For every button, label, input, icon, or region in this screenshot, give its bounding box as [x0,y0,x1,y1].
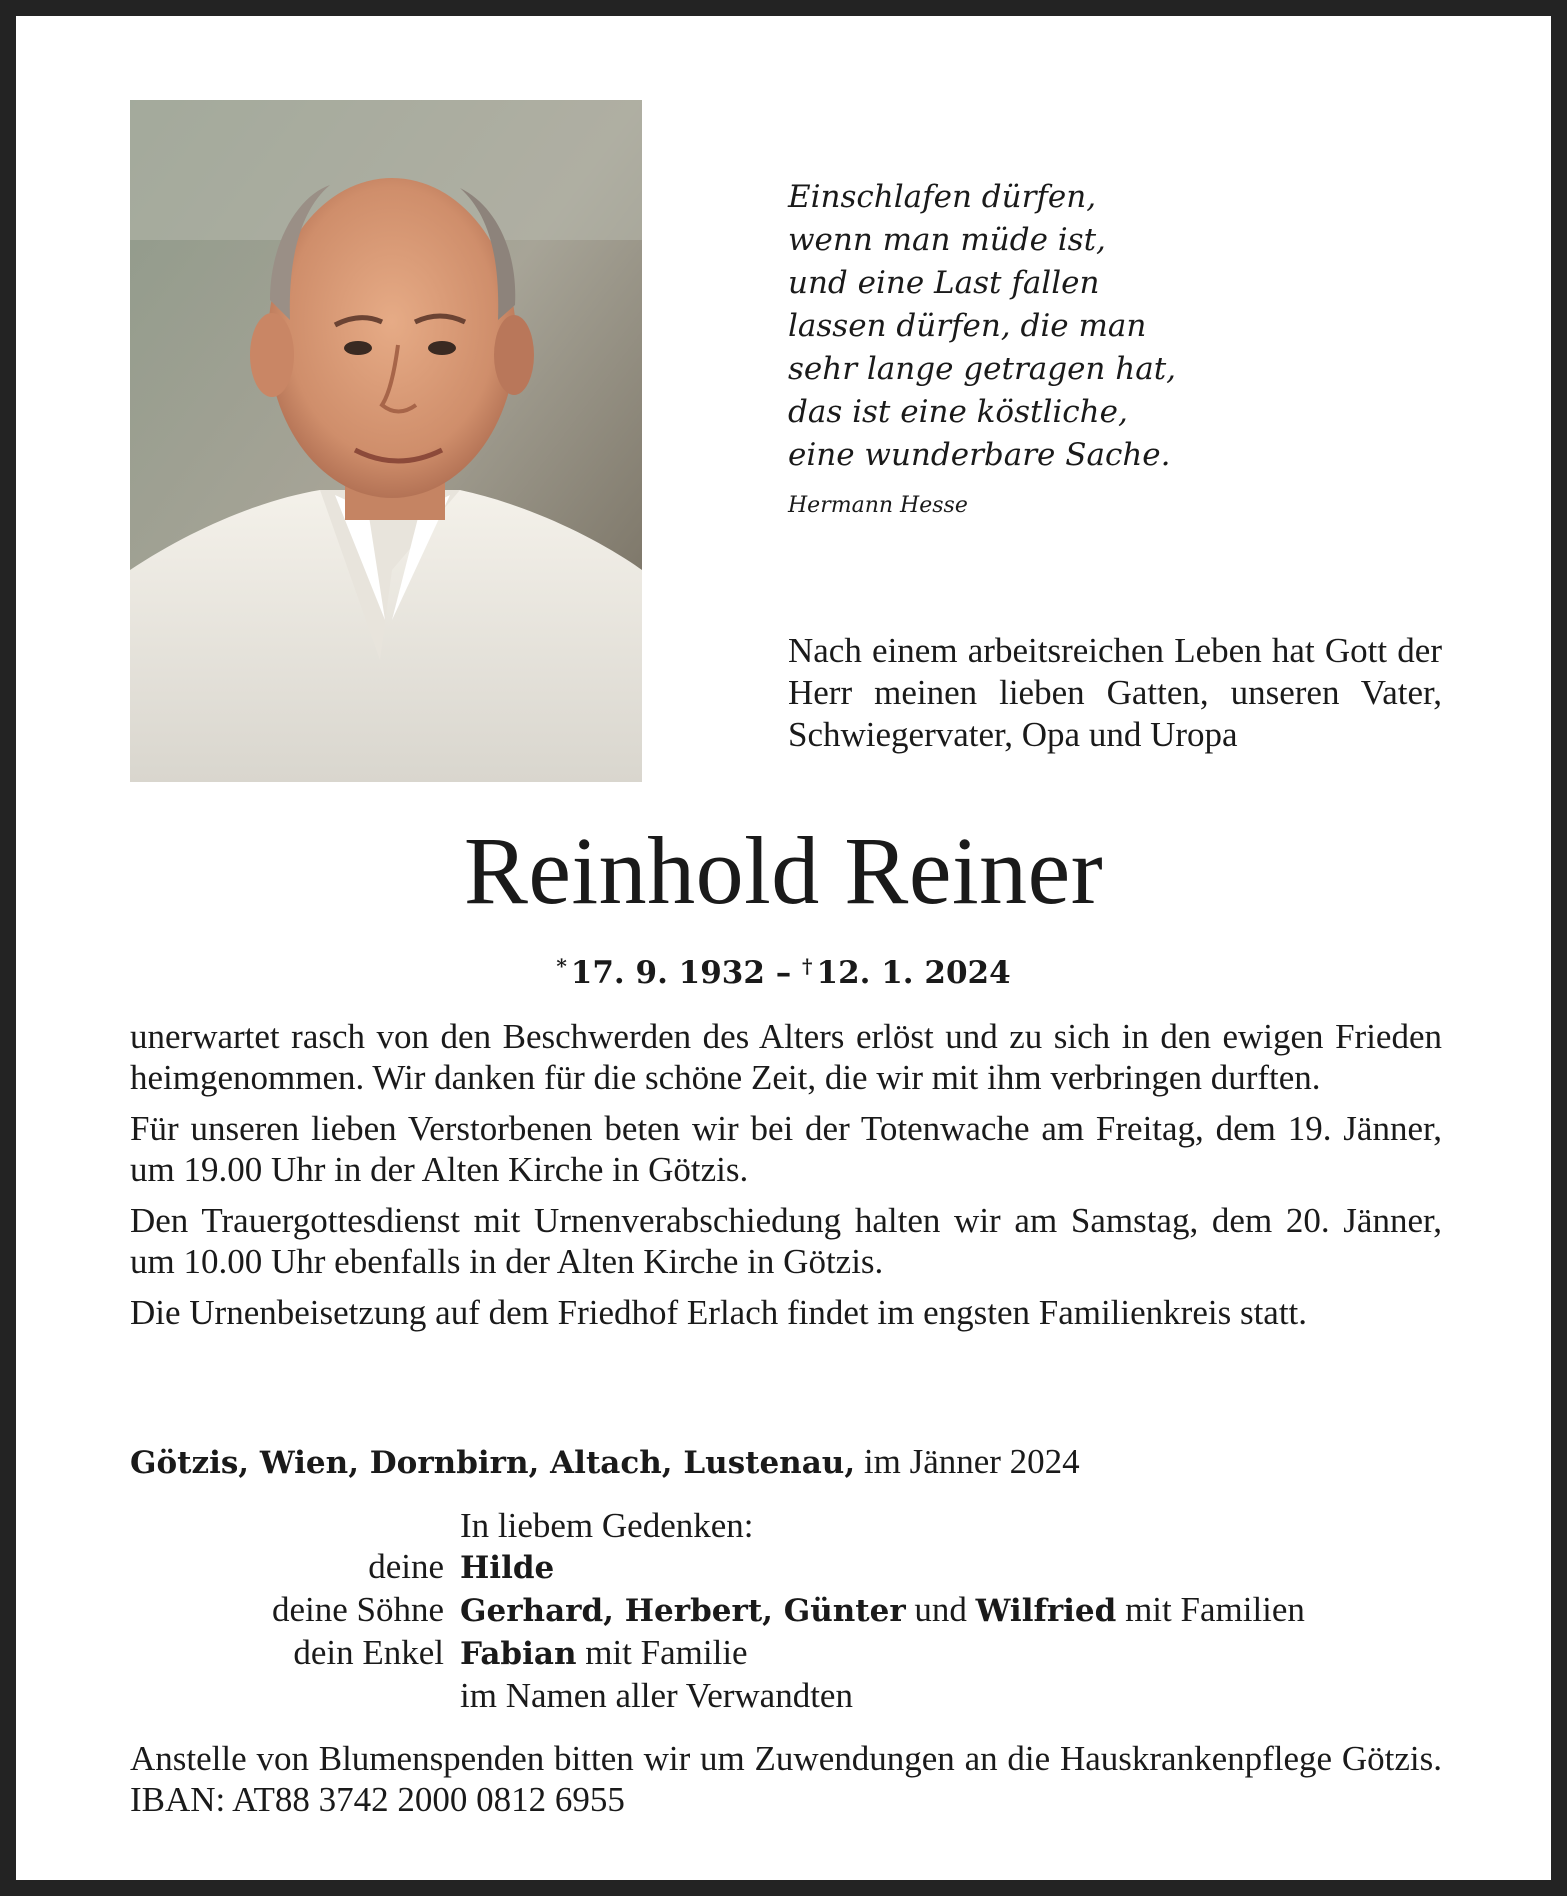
poem-line: Einschlafen dürfen, [788,179,1097,215]
poem-line: eine wunderbare Sache. [788,437,1171,473]
empty-label [130,1505,460,1546]
sons-label: deine Söhne [271,1590,444,1629]
relatives: im Namen aller Verwandten [460,1676,853,1715]
sons-last: Wilfried [975,1593,1117,1629]
paragraph: Die Urnenbeisetzung auf dem Friedhof Erlach findet im engsten Familienkreis statt. [130,1293,1308,1332]
family-heading-row [130,1505,1442,1546]
death-symbol: † [802,954,813,978]
wife-name: Hilde [460,1550,555,1586]
places-and-date [130,1441,1442,1484]
grandson-label: dein Enkel [293,1633,444,1672]
poem-line: das ist eine köstliche, [788,394,1128,430]
grandson-row [130,1632,1442,1675]
poem-author: Hermann Hesse [788,493,968,518]
towns: Götzis, Wien, Dornbirn, Altach, Lustenau, [130,1445,856,1481]
poem-line: wenn man müde ist, [788,222,1106,258]
relatives-row [130,1675,1442,1716]
date-separator: – [775,955,792,991]
sons-row [130,1589,1442,1632]
paragraph: Für unseren lieben Verstorbenen beten wir bei der Totenwache am Freitag, dem 19. Jänner, um 19.00 Uhr in der Alten Kirche in Götzis. [130,1109,1442,1189]
family-heading: In liebem Gedenken: [460,1506,754,1545]
death-date: 12. 1. 2024 [816,955,1011,991]
poem [788,176,1228,521]
sons-and: und [914,1590,967,1629]
announcement-body [130,1016,1442,1343]
grandson-suffix: mit Familie [585,1633,748,1672]
obituary-page [16,16,1551,1880]
intro-text: Nach einem arbeitsreichen Leben hat Gott der Herr meinen lieben Gatten, unseren Vater, Schwiegervater, Opa und Uropa [788,631,1442,754]
birth-symbol: * [556,954,567,978]
donation-note: Anstelle von Blumenspenden bitten wir um Zuwendungen an die Hauskrankenpflege Götzis. IBAN: AT88 3742 2000 0812 6955 [130,1739,1442,1819]
poem-line: lassen dürfen, die man [788,308,1147,344]
wife-label: deine [368,1547,444,1586]
birth-date: 17. 9. 1932 [570,955,765,991]
family-signature [130,1505,1442,1716]
empty-label [130,1675,460,1716]
poem-line: und eine Last fallen [788,265,1100,301]
life-dates [16,946,1551,993]
portrait-photo [130,100,642,782]
deceased-name: Reinhold Reiner [463,817,1104,924]
grandson-name: Fabian [460,1636,577,1672]
paragraph: Den Trauergottesdienst mit Urnenverabschiedung halten wir am Samstag, dem 20. Jänner, um 10.00 Uhr ebenfalls in der Alten Kirche in Götzis. [130,1201,1442,1281]
sons-names: Gerhard, Herbert, Günter [460,1593,906,1629]
wife-row [130,1546,1442,1589]
issue-date: im Jänner 2024 [863,1442,1080,1481]
paragraph: unerwartet rasch von den Beschwerden des Alters erlöst und zu sich in den ewigen Frieden heimgenommen. Wir danken für die schöne Zeit, die wir mit ihm verbringen durften. [130,1017,1442,1097]
sons-suffix: mit Familien [1125,1590,1305,1629]
poem-line: sehr lange getragen hat, [788,351,1177,387]
